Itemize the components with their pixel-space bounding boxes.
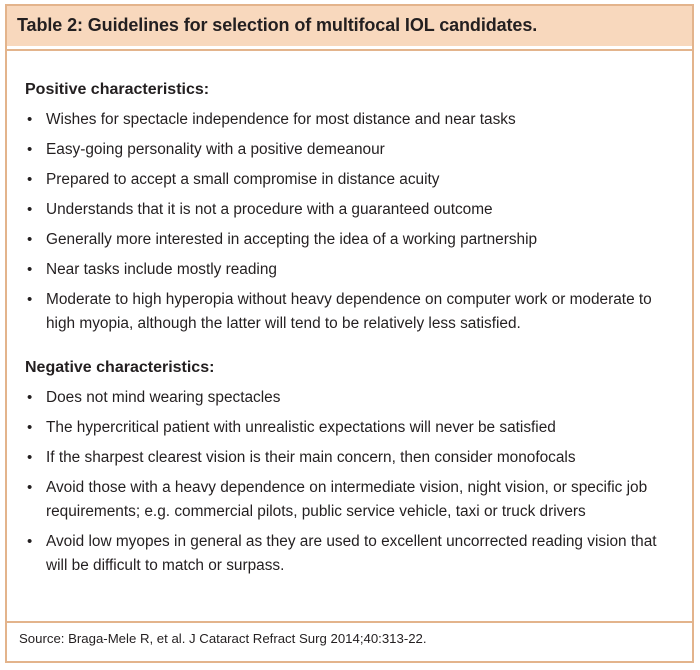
bullet-icon: • <box>27 533 33 550</box>
bullet-icon: • <box>27 141 33 158</box>
bullet-icon: • <box>27 389 33 406</box>
list-item-text: Avoid low myopes in general as they are used to excellent uncorrected reading vision that will be difficult to match or surpass. <box>46 533 657 574</box>
list-item <box>25 476 675 524</box>
negative-heading: Negative characteristics: <box>25 359 215 376</box>
list-item-text: Avoid those with a heavy dependence on intermediate vision, night vision, or specific job requirements; e.g. commercial pilots, public service vehicle, taxi or truck drivers <box>46 479 648 520</box>
list-item <box>25 530 675 578</box>
bullet-icon: • <box>27 449 33 466</box>
bullet-icon: • <box>27 419 33 436</box>
list-item-text: Generally more interested in accepting the idea of a working partnership <box>46 231 538 248</box>
bullet-icon: • <box>27 479 33 496</box>
positive-list <box>25 108 675 342</box>
negative-list <box>25 386 675 584</box>
guidelines-table <box>5 4 694 663</box>
bullet-icon: • <box>27 201 33 218</box>
source-citation: Source: Braga-Mele R, et al. J Cataract Refract Surg 2014;40:313-22. <box>19 631 427 646</box>
list-item <box>25 138 675 162</box>
list-item-text: Easy-going personality with a positive demeanour <box>46 141 385 158</box>
list-item <box>25 258 675 282</box>
bullet-icon: • <box>27 171 33 188</box>
table-title-bar <box>7 6 692 46</box>
list-item <box>25 108 675 132</box>
positive-heading: Positive characteristics: <box>25 81 210 98</box>
list-item <box>25 446 675 470</box>
list-item-text: Near tasks include mostly reading <box>46 261 277 278</box>
bullet-icon: • <box>27 291 33 308</box>
list-item-text: If the sharpest clearest vision is their main concern, then consider monofocals <box>46 449 576 466</box>
bullet-icon: • <box>27 261 33 278</box>
list-item-text: The hypercritical patient with unrealistic expectations will never be satisfied <box>46 419 556 436</box>
list-item <box>25 416 675 440</box>
list-item-text: Moderate to high hyperopia without heavy dependence on computer work or moderate to high myopia, although the latter will tend to be relatively less satisfied. <box>46 291 652 332</box>
list-item <box>25 198 675 222</box>
list-item <box>25 288 675 336</box>
table-title: Table 2: Guidelines for selection of multifocal IOL candidates. <box>17 15 538 35</box>
list-item-text: Prepared to accept a small compromise in distance acuity <box>46 171 440 188</box>
list-item-text: Wishes for spectacle independence for most distance and near tasks <box>46 111 516 128</box>
list-item <box>25 386 675 410</box>
table-body <box>7 49 692 623</box>
list-item <box>25 168 675 192</box>
list-item-text: Understands that it is not a procedure with a guaranteed outcome <box>46 201 493 218</box>
list-item-text: Does not mind wearing spectacles <box>46 389 281 406</box>
list-item <box>25 228 675 252</box>
bullet-icon: • <box>27 111 33 128</box>
bullet-icon: • <box>27 231 33 248</box>
